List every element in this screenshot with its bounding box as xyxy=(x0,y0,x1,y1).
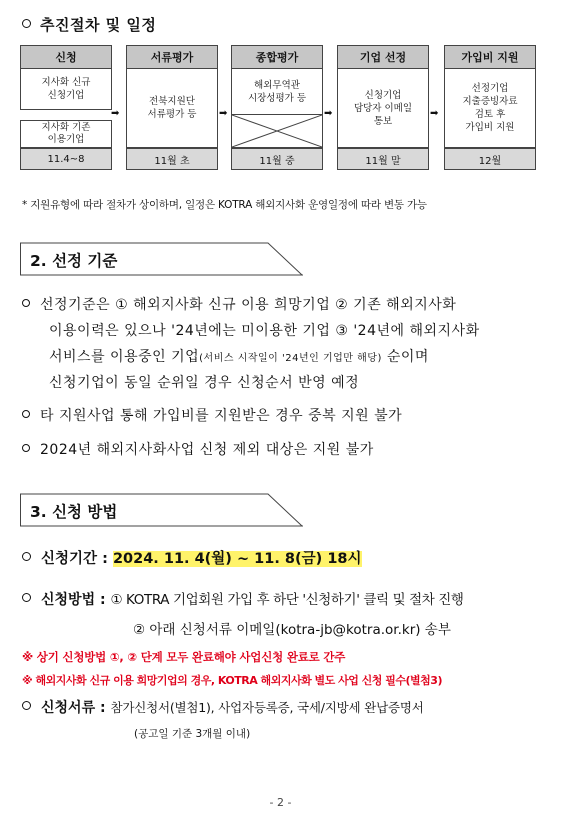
arrow-right-icon: ➡ xyxy=(111,108,120,119)
arrow-right-icon: ➡ xyxy=(219,108,228,119)
flow-step-doc-review: 서류평가 전북지원단 서류평가 등 11월 초 xyxy=(126,45,218,170)
circle-bullet-icon xyxy=(22,444,30,452)
flow-step-body: 지사화 신규 신청기업 xyxy=(20,69,112,110)
process-note: * 지원유형에 따라 절차가 상이하며, 일정은 KOTRA 해외지사화 운영일정에 따라 변동 가능 xyxy=(22,199,427,211)
section-2-title: 2. 선정 기준 xyxy=(30,252,118,270)
duplicate-support-paragraph: 타 지원사업 통해 가입비를 지원받은 경우 중복 지원 불가 xyxy=(22,403,402,429)
exclusion-paragraph: 2024년 해외지사화사업 신청 제외 대상은 지원 불가 xyxy=(22,437,374,463)
flow-step-overall-review: 종합평가 해외무역관 시장성평가 등 11월 중 xyxy=(231,45,323,170)
process-title: 추진절차 및 일정 xyxy=(22,14,156,35)
documents-subnote: (공고일 기준 3개월 이내) xyxy=(134,728,251,740)
cross-lines-icon xyxy=(232,115,322,147)
application-period: 신청기간 : 2024. 11. 4(월) ~ 11. 8(금) 18시 xyxy=(22,547,362,568)
flow-step-sub: 지사화 기존 이용기업 xyxy=(20,120,112,148)
arrow-right-icon: ➡ xyxy=(430,108,439,119)
section-3-title: 3. 신청 방법 xyxy=(30,503,118,521)
circle-bullet-icon xyxy=(22,19,31,28)
flow-step-fee-support: 가입비 지원 선정기업 지출증빙자료 검토 후 가입비 지원 12월 xyxy=(444,45,536,170)
circle-bullet-icon xyxy=(22,701,31,710)
circle-bullet-icon xyxy=(22,552,31,561)
method-note: ※ 상기 신청방법 ①, ② 단계 모두 완료해야 사업신청 완료로 간주 xyxy=(22,650,346,664)
section-2-header xyxy=(20,242,303,276)
circle-bullet-icon xyxy=(22,299,30,307)
flow-step-head: 신청 xyxy=(20,45,112,69)
page-number: - 2 - xyxy=(269,796,292,809)
circle-bullet-icon xyxy=(22,593,31,602)
flow-step-apply xyxy=(20,45,112,170)
section-3-header xyxy=(20,493,303,527)
application-documents: 신청서류 : 참가신청서(별첨1), 사업자등록증, 국세/지방세 완납증명서 xyxy=(22,697,424,717)
flow-step-selection: 기업 선정 신청기업 담당자 이메일 통보 11월 말 xyxy=(337,45,429,170)
application-method-2: ② 아래 신청서류 이메일(kotra-jb@kotra.or.kr) 송부 xyxy=(133,622,451,638)
application-method: 신청방법 : ① KOTRA 기업회원 가입 후 하단 '신청하기' 클릭 및 절차 진행 xyxy=(22,588,464,609)
criteria-paragraph: 선정기준은 ① 해외지사화 신규 이용 희망기업 ② 기존 해외지사화 xyxy=(22,292,456,318)
period-highlight: 2024. 11. 4(월) ~ 11. 8(금) 18시 xyxy=(112,551,362,567)
flow-step-foot: 11.4~8 xyxy=(20,148,112,170)
circle-bullet-icon xyxy=(22,410,30,418)
new-user-note: ※ 해외지사화 신규 이용 희망기업의 경우, KOTRA 해외지사화 별도 사업 신청 필수(별첨3) xyxy=(22,674,442,687)
crossed-empty-box xyxy=(231,115,323,148)
arrow-right-icon: ➡ xyxy=(324,108,333,119)
